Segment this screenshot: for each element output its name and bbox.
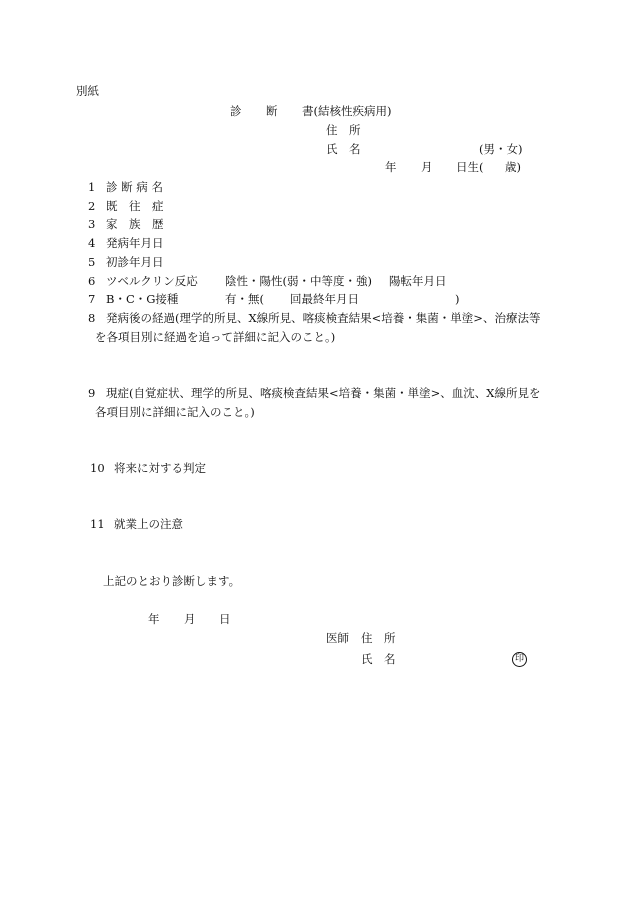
patient-name-label: 氏 名: [326, 142, 361, 156]
item-label-tuberculin: ツベルクリン反応: [106, 274, 198, 288]
bcg-yes-no: 有・無(: [225, 292, 264, 306]
item-label-diagnosis: 診 断 病 名: [106, 180, 163, 194]
doctor-name-label: 氏 名: [361, 652, 396, 666]
item-number: 6: [88, 274, 96, 288]
item8-line-2: を各項目別に経過を追って詳細に記入のこと。): [95, 330, 336, 344]
title-char-shin: 診: [230, 104, 242, 118]
item8-line-1: 発病後の経過(理学的所見、X線所見、喀痰検査結果<培養・集菌・単塗>、治療法等: [106, 311, 541, 325]
birth-day-label: 日生(: [456, 160, 484, 174]
item-label-bcg: B・C・G接種: [106, 292, 179, 306]
date-month-label: 月: [184, 612, 196, 626]
item-number: 10: [90, 461, 105, 475]
item-label-first-visit-date: 初診年月日: [106, 255, 164, 269]
age-label: 歳): [505, 160, 521, 174]
date-year-label: 年: [148, 612, 160, 626]
item-label-family-history: 家 族 歴: [106, 217, 164, 231]
item-number: 1: [88, 180, 96, 194]
item-number: 9: [88, 386, 96, 400]
item9-line-2: 各項目別に詳細に記入のこと。): [95, 405, 255, 419]
birth-year-label: 年: [385, 160, 397, 174]
item-number: 11: [90, 517, 105, 531]
patient-address-label: 住 所: [326, 123, 361, 137]
date-day-label: 日: [219, 612, 231, 626]
item-number: 4: [88, 236, 96, 250]
item-number: 2: [88, 199, 96, 213]
seal-mark: 印: [512, 652, 527, 667]
tuberculin-result-options: 陰性・陽性(弱・中等度・強): [225, 274, 372, 288]
item-label-work-notes: 就業上の注意: [114, 517, 183, 531]
item-label-past-history: 既 往 症: [106, 199, 164, 213]
item-label-onset-date: 発病年月日: [106, 236, 164, 250]
doctor-address-label: 住 所: [361, 631, 396, 645]
gender-label: (男・女): [479, 142, 523, 156]
declaration-text: 上記のとおり診断します。: [103, 574, 241, 588]
item-number: 8: [88, 311, 96, 325]
title-char-dan: 断: [266, 104, 278, 118]
attachment-label: 別紙: [76, 84, 99, 98]
doctor-role-label: 医師: [326, 631, 349, 645]
item9-line-1: 現症(自覚症状、理学的所見、喀痰検査結果<培養・集菌・単塗>、血沈、X線所見を: [106, 386, 541, 400]
item-label-prognosis: 将来に対する判定: [114, 461, 206, 475]
item-number: 3: [88, 217, 96, 231]
item-number: 7: [88, 292, 96, 306]
birth-month-label: 月: [421, 160, 433, 174]
item-number: 5: [88, 255, 96, 269]
bcg-times-last-date: 回最終年月日: [290, 292, 359, 306]
title-char-sho: 書(結核性疾病用): [302, 104, 392, 118]
tuberculin-conversion-date: 陽転年月日: [389, 274, 447, 288]
bcg-close-paren: ): [455, 292, 460, 306]
